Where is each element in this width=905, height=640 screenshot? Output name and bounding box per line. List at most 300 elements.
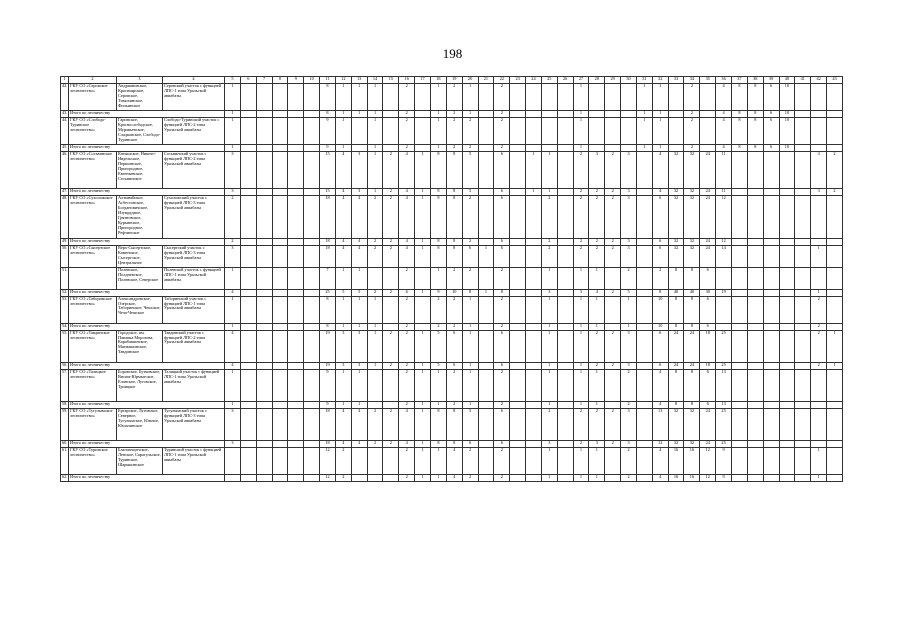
value-cell [763, 296, 779, 323]
value-cell [526, 475, 542, 482]
value-cell [732, 196, 748, 239]
value-cell [763, 369, 779, 401]
value-cell [256, 267, 272, 289]
value-cell: 1 [541, 152, 557, 189]
value-cell: 3 [225, 245, 241, 267]
value-cell: 1 [478, 289, 494, 296]
value-cell [557, 245, 573, 267]
total-row [61, 362, 843, 369]
value-cell: 6 [763, 145, 779, 152]
value-cell: 2 [605, 330, 621, 362]
value-cell [763, 289, 779, 296]
column-number-cell: 9 [288, 77, 304, 84]
value-cell: 8 [446, 408, 462, 440]
value-cell: 4 [351, 196, 367, 239]
value-cell [779, 362, 795, 369]
value-cell [288, 245, 304, 267]
value-cell [763, 238, 779, 245]
value-cell [351, 475, 367, 482]
value-cell: 12 [320, 475, 336, 482]
value-cell: 1 [367, 362, 383, 369]
value-cell: 1 [462, 362, 478, 369]
value-cell: 4 [399, 152, 415, 189]
value-cell: 6 [700, 401, 716, 408]
total-label-cell: Итого по лесничеству [69, 362, 225, 369]
organization-cell [69, 267, 117, 289]
value-cell [827, 369, 843, 401]
value-cell: 1 [351, 369, 367, 401]
value-cell [557, 152, 573, 189]
value-cell: 8 [430, 196, 446, 239]
value-cell: 2 [494, 369, 510, 401]
column-number-cell: 1 [61, 77, 69, 84]
value-cell [510, 296, 526, 323]
value-cell [827, 289, 843, 296]
value-cell [288, 289, 304, 296]
value-cell: 2 [589, 189, 605, 196]
value-cell [272, 441, 288, 448]
value-cell: 8 [747, 84, 763, 111]
value-cell [557, 323, 573, 330]
value-cell [526, 408, 542, 440]
value-cell [747, 238, 763, 245]
row-number-cell: 54. [61, 323, 69, 330]
value-cell [272, 118, 288, 145]
value-cell [795, 362, 811, 369]
value-cell: 12 [716, 196, 732, 239]
value-cell: 1 [225, 267, 241, 289]
row-number-cell: 44. [61, 118, 69, 145]
value-cell [636, 323, 652, 330]
district-forestries-cell: Городское, им. Павлика Морозова, Карабашинское, Мягмашинское, Тавдинское [117, 330, 163, 362]
value-cell: 1 [652, 111, 668, 118]
organization-cell: ГКУ СО «Талицкое лесничество» [69, 369, 117, 401]
value-cell: 1 [621, 296, 637, 323]
value-cell: 8 [430, 245, 446, 267]
total-row [61, 441, 843, 448]
value-cell [732, 267, 748, 289]
row-number-cell: 55. [61, 330, 69, 362]
value-cell: 3 [621, 189, 637, 196]
value-cell [811, 111, 827, 118]
value-cell: 4 [399, 189, 415, 196]
column-number-cell: 34 [684, 77, 700, 84]
value-cell [383, 267, 399, 289]
value-cell [747, 441, 763, 448]
column-number-row [61, 77, 843, 84]
value-cell: 19 [716, 289, 732, 296]
value-cell [636, 401, 652, 408]
value-cell: 8 [684, 323, 700, 330]
value-cell: 8 [684, 296, 700, 323]
fire-station-cell: Сысертский участок с функцией ЛПС-3 типа Уральской авиабазы [163, 245, 225, 267]
value-cell [526, 323, 542, 330]
value-cell [304, 330, 320, 362]
row-number-cell: 50. [61, 245, 69, 267]
value-cell [256, 152, 272, 189]
fire-station-cell: Полевской участок с функцией ЛПС-1 типа Уральской авиабазы [163, 267, 225, 289]
value-cell [478, 369, 494, 401]
value-cell [272, 475, 288, 482]
value-cell: 3 [225, 189, 241, 196]
fire-station-cell: Таборинский участок с функцией ЛПС-1 типа Уральской авиабазы [163, 296, 225, 323]
value-cell [636, 189, 652, 196]
value-cell [288, 441, 304, 448]
value-cell [747, 362, 763, 369]
value-cell: 2 [462, 118, 478, 145]
value-cell [605, 118, 621, 145]
value-cell [811, 145, 827, 152]
table-row [61, 369, 843, 401]
value-cell: 2 [446, 401, 462, 408]
value-cell: 4 [335, 196, 351, 239]
value-cell [621, 118, 637, 145]
value-cell: 16 [668, 475, 684, 482]
value-cell: 24 [700, 245, 716, 267]
value-cell [240, 323, 256, 330]
value-cell [541, 84, 557, 111]
value-cell: 2 [335, 448, 351, 475]
value-cell: 2 [621, 475, 637, 482]
value-cell: 1 [541, 189, 557, 196]
value-cell [636, 369, 652, 401]
value-cell: 8 [684, 401, 700, 408]
value-cell [288, 369, 304, 401]
value-cell: 8 [732, 84, 748, 111]
value-cell: 18 [320, 196, 336, 239]
value-cell [526, 118, 542, 145]
value-cell: 1 [335, 111, 351, 118]
value-cell [557, 401, 573, 408]
value-cell: 19 [320, 362, 336, 369]
value-cell: 4 [225, 362, 241, 369]
value-cell [763, 245, 779, 267]
district-forestries-cell: Полевское, Полдневское, Полевское, Северское [117, 267, 163, 289]
value-cell [747, 330, 763, 362]
value-cell: 4 [716, 145, 732, 152]
value-cell: 1 [573, 448, 589, 475]
value-cell: 1 [430, 401, 446, 408]
value-cell: 1 [335, 296, 351, 323]
value-cell: 3 [335, 362, 351, 369]
table-row [61, 84, 843, 111]
column-number-cell: 8 [272, 77, 288, 84]
value-cell: 24 [700, 408, 716, 440]
row-number-cell: 46. [61, 152, 69, 189]
value-cell [304, 84, 320, 111]
value-cell: 4 [652, 152, 668, 189]
value-cell [795, 441, 811, 448]
value-cell: 1 [478, 245, 494, 267]
value-cell: 1 [589, 323, 605, 330]
value-cell [240, 362, 256, 369]
value-cell [526, 267, 542, 289]
value-cell: 2 [462, 475, 478, 482]
column-number-cell: 16 [399, 77, 415, 84]
total-label-cell: Итого по лесничеству [69, 401, 225, 408]
value-cell [557, 238, 573, 245]
total-row [61, 238, 843, 245]
value-cell [827, 408, 843, 440]
value-cell: 2 [367, 238, 383, 245]
value-cell: 32 [684, 189, 700, 196]
value-cell: 2 [605, 289, 621, 296]
value-cell [779, 475, 795, 482]
value-cell: 6 [462, 245, 478, 267]
value-cell [557, 189, 573, 196]
value-cell [716, 296, 732, 323]
row-number-cell: 56. [61, 362, 69, 369]
value-cell: 8 [668, 296, 684, 323]
value-cell [779, 196, 795, 239]
value-cell [779, 238, 795, 245]
value-cell: 4 [399, 441, 415, 448]
value-cell: 2 [494, 448, 510, 475]
value-cell: 2 [399, 362, 415, 369]
value-cell [288, 448, 304, 475]
organization-cell: ГКУ СО «Сосьвинское лесничество» [69, 152, 117, 189]
value-cell: 32 [684, 408, 700, 440]
value-cell: 2 [605, 152, 621, 189]
value-cell [304, 401, 320, 408]
value-cell: 2 [399, 475, 415, 482]
value-cell [415, 145, 431, 152]
organization-cell: ГКУ СО «Серовское лесничество» [69, 84, 117, 111]
value-cell [240, 369, 256, 401]
table-row [61, 245, 843, 267]
value-cell: 1 [335, 401, 351, 408]
value-cell [795, 289, 811, 296]
value-cell: 8 [652, 289, 668, 296]
value-cell: 4 [399, 245, 415, 267]
value-cell [383, 84, 399, 111]
value-cell [747, 448, 763, 475]
value-cell: 2 [811, 330, 827, 362]
value-cell [383, 448, 399, 475]
value-cell: 6 [399, 289, 415, 296]
value-cell: 5 [462, 189, 478, 196]
value-cell: 1 [225, 84, 241, 111]
value-cell: 2 [573, 245, 589, 267]
value-cell: 2 [399, 267, 415, 289]
value-cell: 1 [335, 84, 351, 111]
value-cell: 2 [573, 189, 589, 196]
row-number-cell: 53. [61, 296, 69, 323]
value-cell: 3 [351, 152, 367, 189]
value-cell [557, 296, 573, 323]
value-cell: 13 [652, 408, 668, 440]
value-cell [827, 296, 843, 323]
value-cell: 19 [320, 330, 336, 362]
value-cell [256, 289, 272, 296]
value-cell: 3 [573, 289, 589, 296]
value-cell: 8 [320, 84, 336, 111]
value-cell: 1 [652, 118, 668, 145]
value-cell [732, 401, 748, 408]
value-cell: 1 [462, 401, 478, 408]
organization-cell: ГКУ СО «Таборинское лесничество» [69, 296, 117, 323]
value-cell [811, 238, 827, 245]
value-cell [288, 145, 304, 152]
district-forestries-cell: Боровское, Бутковское, Висим-Юрмытское, Еланское, Луговское, Троицкое [117, 369, 163, 401]
value-cell [557, 289, 573, 296]
value-cell [747, 289, 763, 296]
column-number-cell: 12 [335, 77, 351, 84]
value-cell [304, 323, 320, 330]
value-cell: 3 [811, 189, 827, 196]
value-cell [304, 369, 320, 401]
value-cell: 8 [668, 401, 684, 408]
value-cell [510, 145, 526, 152]
value-cell [589, 84, 605, 111]
value-cell [763, 362, 779, 369]
value-cell: 6 [494, 196, 510, 239]
value-cell: 32 [668, 196, 684, 239]
column-number-cell: 14 [367, 77, 383, 84]
row-number-cell: 45. [61, 145, 69, 152]
value-cell [272, 362, 288, 369]
value-cell: 24 [700, 441, 716, 448]
value-cell: 3 [335, 330, 351, 362]
value-cell: 2 [383, 238, 399, 245]
value-cell [478, 189, 494, 196]
value-cell: 2 [383, 152, 399, 189]
value-cell: 6 [462, 441, 478, 448]
value-cell [510, 189, 526, 196]
value-cell: 1 [367, 145, 383, 152]
value-cell: 16 [684, 475, 700, 482]
value-cell [256, 323, 272, 330]
value-cell [763, 448, 779, 475]
value-cell: 1 [225, 118, 241, 145]
value-cell: 2 [541, 238, 557, 245]
value-cell: 18 [320, 441, 336, 448]
value-cell: 8 [732, 145, 748, 152]
row-number-cell: 58. [61, 401, 69, 408]
value-cell: 8 [446, 441, 462, 448]
value-cell: 1 [415, 152, 431, 189]
value-cell [605, 323, 621, 330]
column-number-cell: 25 [541, 77, 557, 84]
value-cell [526, 401, 542, 408]
column-number-cell: 41 [795, 77, 811, 84]
value-cell: 2 [605, 238, 621, 245]
value-cell [510, 362, 526, 369]
district-forestries-cell: Катышское, Никито-Ивдельское, Першинское, Пригородное, Евгеньевское, Сосьвинское [117, 152, 163, 189]
value-cell: 8 [446, 238, 462, 245]
value-cell [763, 475, 779, 482]
value-cell: 2 [589, 245, 605, 267]
column-number-cell: 40 [779, 77, 795, 84]
value-cell: 3 [621, 245, 637, 267]
value-cell: 3 [541, 441, 557, 448]
value-cell: 25 [320, 289, 336, 296]
value-cell: 1 [573, 401, 589, 408]
value-cell [240, 189, 256, 196]
value-cell: 4 [652, 189, 668, 196]
value-cell: 24 [668, 362, 684, 369]
value-cell [526, 362, 542, 369]
value-cell: 2 [399, 401, 415, 408]
value-cell [256, 118, 272, 145]
value-cell [747, 267, 763, 289]
value-cell: 4 [716, 111, 732, 118]
value-cell: 2 [446, 369, 462, 401]
value-cell: 2 [367, 441, 383, 448]
value-cell: 2 [383, 330, 399, 362]
value-cell: 5 [430, 330, 446, 362]
value-cell [557, 84, 573, 111]
value-cell: 2 [589, 196, 605, 239]
value-cell [526, 441, 542, 448]
value-cell: 2 [811, 296, 827, 323]
value-cell [557, 118, 573, 145]
value-cell: 1 [367, 118, 383, 145]
value-cell: 3 [351, 330, 367, 362]
value-cell: 3 [621, 152, 637, 189]
value-cell: 1 [225, 111, 241, 118]
total-row [61, 323, 843, 330]
total-label-cell: Итого по лесничеству [69, 238, 225, 245]
value-cell: 2 [494, 401, 510, 408]
value-cell: 1 [225, 369, 241, 401]
value-cell [636, 289, 652, 296]
value-cell [256, 362, 272, 369]
value-cell: 2 [367, 408, 383, 440]
value-cell: 2 [446, 84, 462, 111]
organization-cell: ГКУ СО «Сухоложское лесничество» [69, 196, 117, 239]
value-cell: 1 [415, 369, 431, 401]
value-cell: 1 [367, 296, 383, 323]
value-cell: 2 [383, 189, 399, 196]
value-cell [747, 196, 763, 239]
value-cell: 24 [700, 196, 716, 239]
value-cell [256, 330, 272, 362]
value-cell: 2 [383, 289, 399, 296]
value-cell: 2 [367, 245, 383, 267]
value-cell: 1 [430, 267, 446, 289]
value-cell: 10 [652, 296, 668, 323]
value-cell [795, 323, 811, 330]
value-cell: 4 [225, 289, 241, 296]
value-cell: 1 [351, 323, 367, 330]
value-cell [288, 401, 304, 408]
value-cell: 3 [621, 441, 637, 448]
value-cell: 2 [589, 362, 605, 369]
value-cell: 1 [415, 189, 431, 196]
value-cell [478, 84, 494, 111]
value-cell [779, 289, 795, 296]
value-cell [779, 408, 795, 440]
value-cell [605, 369, 621, 401]
value-cell: 1 [573, 145, 589, 152]
value-cell: 1 [225, 296, 241, 323]
value-cell [510, 323, 526, 330]
value-cell [557, 369, 573, 401]
value-cell [272, 238, 288, 245]
value-cell [526, 245, 542, 267]
value-cell: 4 [225, 330, 241, 362]
table-row [61, 296, 843, 323]
value-cell [636, 330, 652, 362]
row-number-cell: 48. [61, 196, 69, 239]
value-cell: 3 [621, 408, 637, 440]
value-cell: 1 [827, 362, 843, 369]
value-cell [700, 118, 716, 145]
value-cell [383, 401, 399, 408]
value-cell: 1 [351, 84, 367, 111]
value-cell: 4 [399, 196, 415, 239]
